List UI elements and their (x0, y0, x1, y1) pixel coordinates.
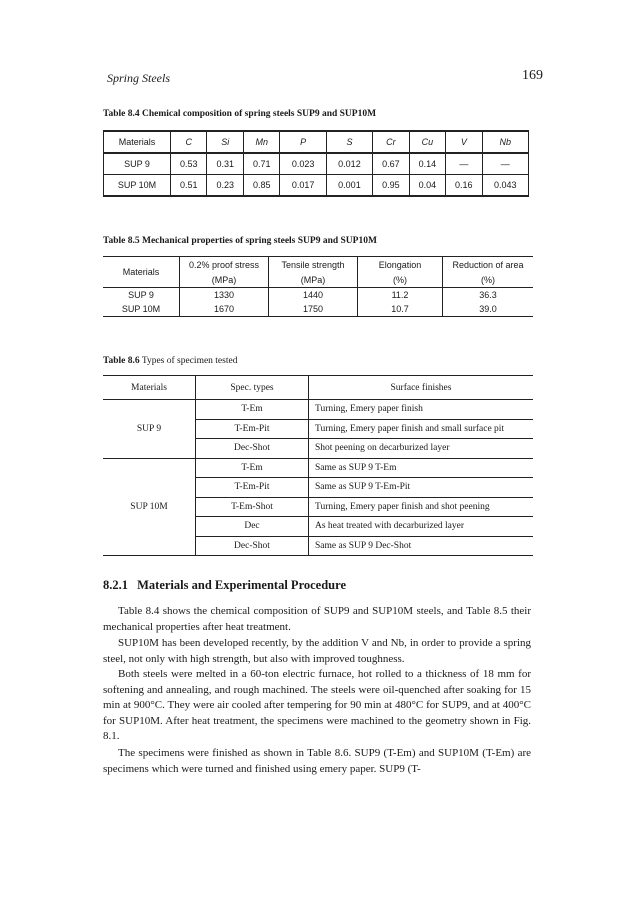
spec-type-cell: T-Em-Shot (196, 497, 309, 517)
table-cell: 1440 (269, 288, 358, 303)
surface-finish-cell: Same as SUP 9 Dec-Shot (309, 536, 534, 556)
table-cell: 0.95 (373, 175, 409, 197)
table-cell: 0.16 (446, 175, 482, 197)
running-head: Spring Steels (107, 71, 170, 85)
table-header-row (103, 376, 533, 400)
col-header: Materials (103, 257, 180, 288)
unit-label: (MPa) (269, 272, 358, 288)
col-header: S (326, 131, 372, 153)
surface-finish-cell: Same as SUP 9 T-Em-Pit (309, 478, 534, 498)
table-row (103, 288, 533, 303)
spec-type-cell: T-Em (196, 400, 309, 420)
table-row (104, 175, 529, 197)
table-row (104, 153, 529, 175)
table-cell: 0.001 (326, 175, 372, 197)
section-heading (103, 578, 346, 593)
surface-finish-cell: As heat treated with decarburized layer (309, 517, 534, 537)
table-label: Table 8.6 (103, 356, 140, 366)
table-row (103, 458, 533, 478)
col-header: Nb (482, 131, 528, 153)
surface-finish-cell: Same as SUP 9 T-Em (309, 458, 534, 478)
table-cell: 0.017 (280, 175, 326, 197)
table-header-row (104, 131, 529, 153)
col-header: C (171, 131, 207, 153)
table-cell: 0.012 (326, 153, 372, 175)
col-header: Cr (373, 131, 409, 153)
table-row (103, 400, 533, 420)
table-mechanical-properties (103, 256, 533, 317)
table-cell: 0.67 (373, 153, 409, 175)
unit-label: (MPa) (180, 272, 269, 288)
table-label: Table 8.5 (103, 236, 140, 246)
table-cell: 0.04 (409, 175, 445, 197)
table-cell: SUP 10M (103, 302, 180, 317)
material-cell: SUP 10M (103, 458, 196, 556)
surface-finish-cell: Turning, Emery paper finish (309, 400, 534, 420)
table-header-row (103, 257, 533, 273)
table-title: Chemical composition of spring steels SUP9 and SUP10M (141, 109, 377, 119)
table-cell: SUP 10M (104, 175, 171, 197)
table-cell: 0.023 (280, 153, 326, 175)
col-header: Elongation (358, 257, 443, 273)
col-header: Cu (409, 131, 445, 153)
table-cell: 36.3 (479, 290, 497, 300)
spec-type-cell: T-Em-Pit (196, 478, 309, 498)
unit-label: (%) (443, 272, 534, 288)
table-8-5-caption (103, 236, 377, 246)
table-specimen-types (103, 375, 533, 556)
surface-finish-cell: Turning, Emery paper finish and shot peening (309, 497, 534, 517)
col-header: Materials (103, 376, 196, 400)
col-header: Materials (104, 131, 171, 153)
table-row (103, 302, 533, 317)
table-cell: 11.2 (358, 288, 443, 303)
col-header: V (446, 131, 482, 153)
table-cell: — (482, 153, 528, 175)
page-number: 169 (522, 68, 543, 83)
col-header: Si (207, 131, 243, 153)
col-header: Tensile strength (269, 257, 358, 273)
table-chemical-composition (103, 130, 529, 197)
table-cell: 0.14 (409, 153, 445, 175)
body-paragraph: Table 8.4 shows the chemical composition of SUP9 and SUP10M steels, and Table 8.5 their mechanical properties after heat treatment. (103, 605, 531, 633)
col-header: Mn (243, 131, 279, 153)
table-title: Types of specimen tested (141, 356, 238, 366)
spec-type-cell: Dec-Shot (196, 536, 309, 556)
table-title: Mechanical properties of spring steels SUP9 and SUP10M (141, 236, 377, 246)
surface-finish-cell: Turning, Emery paper finish and small surface pit (309, 419, 534, 439)
spec-type-cell: Dec-Shot (196, 439, 309, 459)
col-header: Reduction of area (443, 257, 534, 273)
body-paragraph: SUP10M has been developed recently, by the addition V and Nb, in order to provide a spring steel, not only with high strength, but also with improved toughness. (103, 637, 531, 665)
table-label: Table 8.4 (103, 109, 140, 119)
col-header: P (280, 131, 326, 153)
spec-type-cell: T-Em (196, 458, 309, 478)
col-header: Surface finishes (309, 376, 534, 400)
spec-type-cell: Dec (196, 517, 309, 537)
body-paragraph: Both steels were melted in a 60-ton electric furnace, hot rolled to a thickness of 18 mm for softening and annealing, and rough machined. The steels were oil-quenched after soaking for 15 min at 900°C. They were air cooled after tempering for 90 min at 480°C for SUP9, and at 400°C for SUP10M. After heat treatment, the specimens were machined to the geometry shown in Fig. 8.1. (103, 668, 531, 743)
table-cell: 0.23 (207, 175, 243, 197)
table-cell: 39.0 (443, 302, 534, 317)
table-cell: 0.53 (171, 153, 207, 175)
table-cell: 1330 (180, 288, 269, 303)
table-cell: 10.7 (358, 302, 443, 317)
table-8-4-caption (103, 109, 376, 119)
unit-label: (%) (358, 272, 443, 288)
table-8-6-caption (103, 356, 237, 366)
table-cell: SUP 9 (103, 288, 180, 303)
surface-finish-cell: Shot peening on decarburized layer (309, 439, 534, 459)
table-cell: 0.71 (243, 153, 279, 175)
table-cell: 0.51 (171, 175, 207, 197)
table-cell: 0.31 (207, 153, 243, 175)
spec-type-cell: T-Em-Pit (196, 419, 309, 439)
material-cell: SUP 9 (103, 400, 196, 459)
body-paragraph: The specimens were finished as shown in Table 8.6. SUP9 (T-Em) and SUP10M (T-Em) are specimens which were turned and finished using emery paper. SUP9 (T- (103, 747, 531, 775)
section-title: Materials and Experimental Procedure (137, 578, 347, 592)
table-cell: 0.85 (243, 175, 279, 197)
table-cell: 0.043 (482, 175, 528, 197)
col-header: 0.2% proof stress (180, 257, 269, 273)
table-cell: — (446, 153, 482, 175)
section-number: 8.2.1 (103, 578, 128, 592)
col-header: Spec. types (196, 376, 309, 400)
table-cell: SUP 9 (104, 153, 171, 175)
table-cell: 1670 (180, 302, 269, 317)
table-cell: 1750 (269, 302, 358, 317)
